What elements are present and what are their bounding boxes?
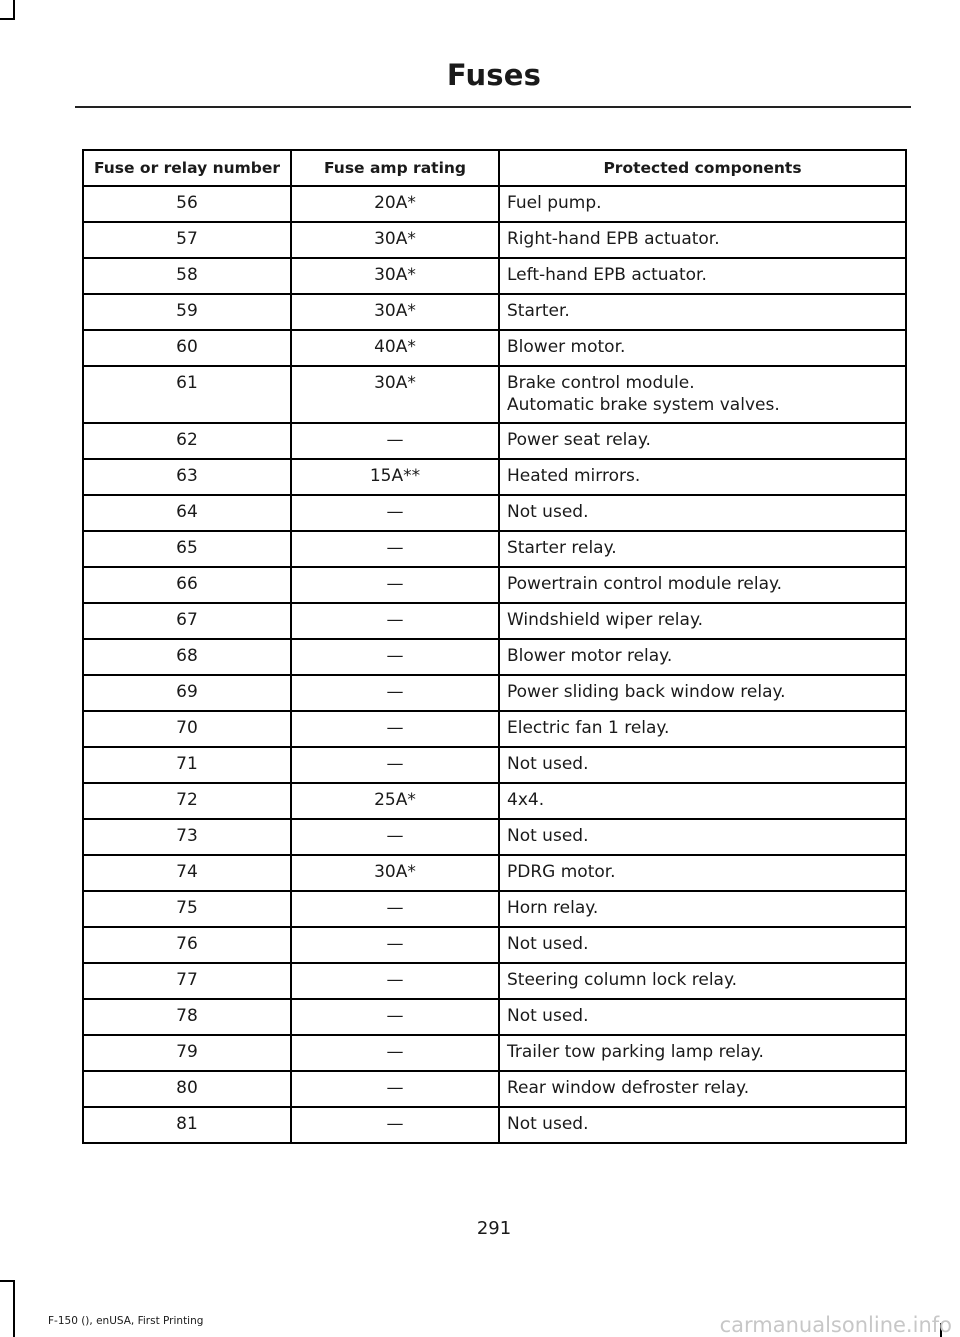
protected-components-cell: [499, 927, 906, 963]
fuse-number-cell: 60: [83, 330, 291, 366]
amp-rating-cell: —: [291, 603, 499, 639]
table-row: [83, 1071, 906, 1107]
protected-components-cell: [499, 747, 906, 783]
protected-components-cell: [499, 423, 906, 459]
fuse-number-cell: 69: [83, 675, 291, 711]
amp-rating-cell: —: [291, 711, 499, 747]
table-row: [83, 675, 906, 711]
column-header-fuse-number: Fuse or relay number: [83, 150, 291, 186]
fuse-number-cell: 75: [83, 891, 291, 927]
component-line: Not used.: [507, 1114, 589, 1134]
protected-components-cell: [499, 222, 906, 258]
amp-rating-cell: 30A*: [291, 258, 499, 294]
amp-rating-cell: 20A*: [291, 186, 499, 222]
table-row: [83, 927, 906, 963]
table-row: [83, 186, 906, 222]
component-line: Not used.: [507, 934, 589, 954]
component-line: Not used.: [507, 1006, 589, 1026]
fuse-number-cell: 74: [83, 855, 291, 891]
crop-mark-top-left: [13, 0, 15, 20]
page-number: 291: [476, 1218, 512, 1239]
amp-rating-cell: —: [291, 963, 499, 999]
fuse-table-body: [83, 186, 906, 1143]
component-line: Starter.: [507, 301, 570, 321]
protected-components-cell: [499, 258, 906, 294]
protected-components-cell: [499, 366, 906, 423]
amp-rating-cell: —: [291, 423, 499, 459]
amp-rating-cell: —: [291, 999, 499, 1035]
component-line: Heated mirrors.: [507, 466, 641, 486]
component-line: Fuel pump.: [507, 193, 602, 213]
amp-rating-cell: 25A*: [291, 783, 499, 819]
protected-components-cell: [499, 567, 906, 603]
protected-components-cell: [499, 639, 906, 675]
component-line: Steering column lock relay.: [507, 970, 738, 990]
fuse-number-cell: 66: [83, 567, 291, 603]
component-line: Blower motor relay.: [507, 646, 673, 666]
protected-components-cell: [499, 1035, 906, 1071]
amp-rating-cell: 30A*: [291, 855, 499, 891]
table-row: [83, 855, 906, 891]
crop-mark-bottom-left: [13, 1280, 15, 1337]
amp-rating-cell: 15A**: [291, 459, 499, 495]
table-row: [83, 783, 906, 819]
protected-components-cell: [499, 495, 906, 531]
amp-rating-cell: —: [291, 891, 499, 927]
amp-rating-cell: —: [291, 1071, 499, 1107]
amp-rating-cell: —: [291, 1107, 499, 1143]
protected-components-cell: [499, 459, 906, 495]
protected-components-cell: [499, 603, 906, 639]
component-line: Rear window defroster relay.: [507, 1078, 750, 1098]
protected-components-cell: [499, 855, 906, 891]
amp-rating-cell: —: [291, 675, 499, 711]
protected-components-cell: [499, 819, 906, 855]
protected-components-cell: [499, 963, 906, 999]
protected-components-cell: [499, 891, 906, 927]
component-line: Power seat relay.: [507, 430, 651, 450]
component-line: Automatic brake system valves.: [507, 395, 780, 415]
column-header-amp-rating: Fuse amp rating: [291, 150, 499, 186]
fuse-number-cell: 72: [83, 783, 291, 819]
fuse-number-cell: 73: [83, 819, 291, 855]
page-title: Fuses: [446, 58, 542, 92]
amp-rating-cell: —: [291, 1035, 499, 1071]
table-row: [83, 891, 906, 927]
amp-rating-cell: 30A*: [291, 294, 499, 330]
protected-components-cell: [499, 711, 906, 747]
amp-rating-cell: —: [291, 747, 499, 783]
component-line: Not used.: [507, 826, 589, 846]
component-line: Left-hand EPB actuator.: [507, 265, 707, 285]
watermark: carmanualsonline.info: [719, 1313, 952, 1337]
table-row: [83, 459, 906, 495]
component-line: Electric fan 1 relay.: [507, 718, 670, 738]
protected-components-cell: [499, 186, 906, 222]
component-line: Starter relay.: [507, 538, 617, 558]
protected-components-cell: [499, 330, 906, 366]
component-line: PDRG motor.: [507, 862, 616, 882]
component-line: Not used.: [507, 502, 589, 522]
amp-rating-cell: —: [291, 927, 499, 963]
amp-rating-cell: —: [291, 567, 499, 603]
amp-rating-cell: —: [291, 639, 499, 675]
table-row: [83, 531, 906, 567]
table-row: [83, 747, 906, 783]
protected-components-cell: [499, 294, 906, 330]
crop-mark-top-left: [0, 18, 15, 20]
fuse-number-cell: 57: [83, 222, 291, 258]
table-row: [83, 258, 906, 294]
table-header-row: [83, 150, 906, 186]
table-row: [83, 294, 906, 330]
fuse-number-cell: 65: [83, 531, 291, 567]
column-header-protected-components: Protected components: [499, 150, 906, 186]
component-line: Horn relay.: [507, 898, 599, 918]
protected-components-cell: [499, 531, 906, 567]
fuse-number-cell: 79: [83, 1035, 291, 1071]
fuse-number-cell: 71: [83, 747, 291, 783]
table-row: [83, 603, 906, 639]
fuse-table: [82, 149, 907, 1144]
table-row: [83, 366, 906, 423]
fuse-number-cell: 70: [83, 711, 291, 747]
component-line: 4x4.: [507, 790, 545, 810]
fuse-number-cell: 67: [83, 603, 291, 639]
protected-components-cell: [499, 1071, 906, 1107]
fuse-number-cell: 63: [83, 459, 291, 495]
amp-rating-cell: —: [291, 495, 499, 531]
edition-footer: F-150 (), enUSA, First Printing: [48, 1315, 204, 1327]
amp-rating-cell: 30A*: [291, 366, 499, 423]
fuse-number-cell: 58: [83, 258, 291, 294]
fuse-number-cell: 76: [83, 927, 291, 963]
protected-components-cell: [499, 675, 906, 711]
protected-components-cell: [499, 1107, 906, 1143]
table-row: [83, 567, 906, 603]
table-row: [83, 999, 906, 1035]
fuse-number-cell: 56: [83, 186, 291, 222]
fuse-number-cell: 68: [83, 639, 291, 675]
title-divider: [75, 106, 911, 108]
table-row: [83, 1035, 906, 1071]
table-row: [83, 423, 906, 459]
component-line: Windshield wiper relay.: [507, 610, 703, 630]
amp-rating-cell: 30A*: [291, 222, 499, 258]
table-row: [83, 1107, 906, 1143]
table-row: [83, 639, 906, 675]
component-line: Brake control module.: [507, 373, 695, 393]
fuse-number-cell: 81: [83, 1107, 291, 1143]
table-row: [83, 222, 906, 258]
protected-components-cell: [499, 999, 906, 1035]
fuse-number-cell: 59: [83, 294, 291, 330]
component-line: Power sliding back window relay.: [507, 682, 786, 702]
amp-rating-cell: —: [291, 819, 499, 855]
table-row: [83, 963, 906, 999]
table-row: [83, 711, 906, 747]
crop-mark-bottom-left: [0, 1280, 15, 1282]
component-line: Right-hand EPB actuator.: [507, 229, 720, 249]
table-row: [83, 495, 906, 531]
protected-components-cell: [499, 783, 906, 819]
component-line: Not used.: [507, 754, 589, 774]
fuse-number-cell: 61: [83, 366, 291, 423]
table-row: [83, 330, 906, 366]
component-line: Powertrain control module relay.: [507, 574, 783, 594]
component-line: Trailer tow parking lamp relay.: [507, 1042, 764, 1062]
fuse-number-cell: 80: [83, 1071, 291, 1107]
table-row: [83, 819, 906, 855]
fuse-number-cell: 64: [83, 495, 291, 531]
fuse-number-cell: 62: [83, 423, 291, 459]
amp-rating-cell: 40A*: [291, 330, 499, 366]
fuse-number-cell: 78: [83, 999, 291, 1035]
amp-rating-cell: —: [291, 531, 499, 567]
fuse-number-cell: 77: [83, 963, 291, 999]
component-line: Blower motor.: [507, 337, 626, 357]
